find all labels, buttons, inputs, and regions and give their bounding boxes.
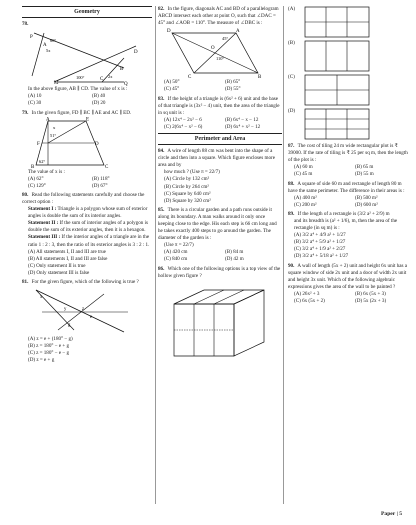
option-b[interactable]: (B) z = 180° − e + g <box>28 343 70 350</box>
column-1 <box>22 6 152 367</box>
question-text: In the given figure, FD ∥ BC ∥ AE and AC ∥ ED. <box>31 109 132 116</box>
question-number: 81. <box>22 279 29 286</box>
question-number: 83. <box>158 95 165 102</box>
option-c[interactable]: (C) 200 m² <box>294 201 317 208</box>
question-text: Which one of the following options is a top view of the hollow given figure ? <box>158 265 281 279</box>
grid-option-a <box>304 6 370 38</box>
statement-1-text: Triangle is a polygon whose sum of exterior angles is double the sum of its interior angles. <box>28 206 148 220</box>
question-number: 86. <box>158 265 165 272</box>
option-c[interactable]: (C) 45° <box>164 86 180 93</box>
pi-note: Use π = 22/7 <box>165 242 192 249</box>
statement-2-text: If the sum of interior angles of a polygon is double the sum of its exterior angles, then it is a hexagon. <box>28 220 148 234</box>
question-80 <box>22 192 152 276</box>
option-b[interactable]: (B) 118° <box>92 175 110 182</box>
option-b[interactable]: (B) 6x (5x + 3) <box>355 290 386 297</box>
option-label: (D) <box>288 108 296 114</box>
option-a[interactable]: (A) 420 cm <box>164 249 188 256</box>
option-c[interactable]: (C) 3/2 a⁴ + 1/9 a² + 2/27 <box>294 246 346 253</box>
option-c[interactable]: (C) Square by 640 cm² <box>164 190 211 197</box>
grid-option-c <box>304 74 370 106</box>
option-c[interactable]: (C) 30 <box>28 100 42 107</box>
question-87 <box>288 143 412 178</box>
option-d[interactable]: (D) 20 <box>92 100 106 107</box>
statement-1-label: Statement I : <box>28 206 57 213</box>
q86-option-d[interactable] <box>288 108 412 140</box>
option-label: (A) <box>288 6 296 12</box>
label-P: P <box>30 35 33 41</box>
question-text-2: and its breadth is (a² + 1/6), m, then the area of the rectangle (in sq m) is : <box>294 218 398 232</box>
question-number: 84. <box>158 148 165 155</box>
pi-note-wrap: (Use π = 22/7) <box>164 242 194 249</box>
how-much-text: how much ? <box>164 169 189 176</box>
section-heading-geometry: Geometry <box>22 6 152 18</box>
angle-2x: 2x <box>108 74 113 80</box>
question-text: The cost of tiling 24 m wide rectangular plot is ₹ 39000. If the rate of tiling is ₹ 25 per sq m, then the length of the plot is : <box>288 143 408 164</box>
statement-1 <box>22 206 152 220</box>
options <box>158 79 282 93</box>
angle-51: 51° <box>50 132 57 138</box>
question-text: If the length of a rectangle is <box>297 211 357 218</box>
length-expression: (3/2 a² + 2/9) m <box>357 211 390 218</box>
option-b[interactable]: (B) 84 m <box>225 249 244 256</box>
option-d[interactable]: (D) Square by 320 cm² <box>164 197 211 204</box>
question-84 <box>158 148 282 204</box>
angle-60: 60° <box>50 38 57 44</box>
options <box>22 93 152 107</box>
question-text: In the figure, diagonals AC and BD of a parallelogram ABCD intersect each other at point O, such that ∠DAC = 45° and ∠AOB = 110°. The measure of ∠DBC is : <box>158 6 279 27</box>
angle-110: 110° <box>216 56 225 62</box>
grid-option-d <box>304 108 370 140</box>
option-b[interactable]: (B) 65° <box>225 79 241 86</box>
option-b[interactable]: (B) 65 m <box>355 164 374 171</box>
option-d[interactable]: (D) Only statement III is false <box>28 269 90 276</box>
question-88 <box>288 181 412 209</box>
q86-option-a[interactable] <box>288 6 412 38</box>
statement-2 <box>22 220 152 234</box>
figure-q78 <box>24 28 146 86</box>
question-text: In the above figure, AB ∥ CD. The value of x is : <box>28 86 128 93</box>
label-A: A <box>46 117 50 123</box>
area-text: m, then the area of the rectangle (in sq m) is : <box>294 218 398 232</box>
statement-3 <box>22 234 152 248</box>
question-83 <box>158 96 282 131</box>
label-O: O <box>211 46 215 52</box>
options <box>288 195 412 209</box>
options <box>22 176 152 190</box>
options <box>288 164 412 178</box>
option-c[interactable]: (C) 2(6x⁴ − x² − 6) <box>164 123 203 130</box>
question-85 <box>158 207 282 263</box>
question-text: A wire of length 88 cm was bent into the shape of a circle and then into a square. Which figure encloses more area and by <box>158 148 276 169</box>
label-g: g <box>68 323 71 329</box>
question-number: 82. <box>158 6 165 12</box>
option-d[interactable]: (D) z = e + g <box>28 357 55 364</box>
option-d[interactable]: (D) 6x⁴ + x² − 12 <box>225 123 261 130</box>
angle-x: x <box>53 124 56 130</box>
column-2 <box>158 6 282 362</box>
label-D: D <box>167 29 171 35</box>
label-z: z <box>82 307 85 313</box>
option-a[interactable]: (A) 3/2 a⁴ + 4/9 a² + 1/27 <box>294 232 346 239</box>
column-divider-1 <box>155 6 156 504</box>
question-text-2: how much ? (Use π = 22/7) <box>164 169 220 176</box>
column-divider-2 <box>283 6 284 504</box>
option-c[interactable]: (C) 129° <box>28 182 46 189</box>
option-a[interactable]: (A) 12x⁴ − 2x² − 6 <box>164 116 202 123</box>
option-b[interactable]: (B) All statements I, II and III are false <box>28 255 108 262</box>
options <box>22 336 152 364</box>
question-78 <box>22 21 152 107</box>
label-M: M <box>54 81 59 87</box>
option-b[interactable]: (B) 500 m² <box>355 194 378 201</box>
label-A: A <box>43 43 47 49</box>
column-3 <box>288 6 412 307</box>
option-d[interactable]: (D) 67° <box>92 182 108 189</box>
question-number: 90. <box>288 262 295 269</box>
grid-option-b <box>304 40 370 72</box>
figure-q86-solid <box>164 280 274 360</box>
question-82 <box>158 6 282 93</box>
option-a[interactable]: (A) 26x² + 3 <box>294 290 320 297</box>
angle-45: 45° <box>222 36 229 42</box>
label-B: B <box>31 164 35 169</box>
option-a[interactable]: (A) z = e + (180° − g) <box>28 336 73 343</box>
options <box>288 291 412 305</box>
option-a[interactable]: (A) Circle by 132 cm² <box>164 176 210 183</box>
option-c[interactable]: (C) 840 cm <box>164 256 188 263</box>
question-text: For the given figure, which of the following is true ? <box>31 279 139 286</box>
pi-note: Use π = 22/7 <box>191 169 219 176</box>
angle-62: 62° <box>39 158 46 164</box>
options <box>288 232 412 260</box>
question-text: If the height of a triangle is (6x² + 6) unit and the base of that triangle is (3x² − 4) unit, then the area of the triangle in sq unit is : <box>158 95 280 116</box>
options <box>158 249 282 263</box>
question-text-2: The value of x is : <box>28 168 65 175</box>
option-d[interactable]: (D) 42 m <box>225 256 244 263</box>
question-text: A square of side 60 m and rectangle of length 80 m have the same perimeter. The difference in their areas is : <box>288 180 405 194</box>
question-90 <box>288 263 412 305</box>
question-89 <box>288 211 412 260</box>
option-b[interactable]: (B) Circle by 264 cm² <box>164 183 209 190</box>
option-a[interactable]: (A) 400 m² <box>294 194 317 201</box>
option-b[interactable]: (B) 40 <box>92 93 106 100</box>
question-number: 89. <box>288 211 295 218</box>
option-d[interactable]: (D) 55° <box>225 86 241 93</box>
label-E: E <box>86 117 90 123</box>
label-Q: Q <box>124 82 128 87</box>
option-d[interactable]: (D) 5x (2x + 3) <box>355 297 387 304</box>
unit: m <box>385 211 390 218</box>
options <box>158 176 282 204</box>
question-text: There is a circular garden and a path runs outside it along its boundary. A man walks around it only once keeping close to the edge. His each step is 66 cm long and he takes exactly 400 steps to go around the garden. The diameter of the garden is : <box>158 207 277 242</box>
statement-3-label: Statement III : <box>28 234 61 241</box>
option-label: (C) <box>288 74 295 80</box>
breadth-text: and its breadth is <box>294 218 329 225</box>
angle-100: 100° <box>76 75 85 81</box>
question-number: 80. <box>22 192 29 199</box>
option-a[interactable]: (A) 50° <box>164 79 180 86</box>
label-x: x <box>40 295 43 301</box>
option-a[interactable]: (A) 62° <box>28 175 44 182</box>
label-y: y <box>64 307 67 313</box>
angle-5x: 5x <box>46 48 51 54</box>
question-number: 78. <box>22 21 29 28</box>
label-B: B <box>120 67 124 73</box>
options <box>22 249 152 277</box>
question-text: Read the following statements carefully and choose the correct option : <box>22 192 145 206</box>
question-number: 87. <box>288 143 295 149</box>
question-81 <box>22 279 152 364</box>
label-e: e <box>90 315 93 321</box>
label-A: A <box>236 29 240 35</box>
question-number: 85. <box>158 207 165 214</box>
question-text: A wall of length (5x + 2) unit and height 6x unit has a square window of side 2x unit and a door of width 2x unit and height 3x unit. Which of the following algebraic expressions gives the area of the wall to be painted ? <box>288 262 408 290</box>
option-a[interactable]: (A) 10 <box>28 93 42 100</box>
option-a[interactable]: (A) All statements I, II and III are true <box>28 248 106 255</box>
option-c[interactable]: (C) Only statement II is true <box>28 262 86 269</box>
figure-q82 <box>166 27 266 79</box>
label-D: D <box>95 141 99 147</box>
option-d[interactable]: (D) 55 m <box>355 171 374 178</box>
label-C: C <box>105 164 109 169</box>
option-c[interactable]: (C) 45 m <box>294 171 313 178</box>
question-79 <box>22 110 152 190</box>
option-label: (B) <box>288 40 295 46</box>
figure-q79 <box>28 117 138 169</box>
question-86 <box>158 266 282 360</box>
q86-answer-options <box>288 6 412 140</box>
section-heading-perimeter-area: Perimeter and Area <box>158 133 282 145</box>
label-F: F <box>37 141 40 147</box>
option-a[interactable]: (A) 60 m <box>294 164 313 171</box>
figure-q81 <box>28 286 138 336</box>
statement-3-text: If the interior angles of a triangle are in the ratio 1 : 2 : 3, then the ratio of its exterior angles is 3 : 2 : 1. <box>28 234 150 248</box>
options <box>158 117 282 131</box>
statement-2-label: Statement II : <box>28 220 59 227</box>
label-B: B <box>258 75 262 80</box>
q86-option-c[interactable] <box>288 74 412 106</box>
option-d[interactable]: (D) 600 m² <box>355 201 378 208</box>
label-D: D <box>134 50 138 56</box>
question-number: 79. <box>22 109 29 116</box>
q86-option-b[interactable] <box>288 40 412 72</box>
label-C: C <box>100 77 104 83</box>
option-b[interactable]: (B) 3/2 a⁴ + 5/9 a² + 1/27 <box>294 239 346 246</box>
option-c[interactable]: (C) 6x (5x + 2) <box>294 297 325 304</box>
label-C: C <box>188 75 192 80</box>
option-b[interactable]: (B) 6x⁴ − x − 12 <box>225 116 259 123</box>
question-number: 88. <box>288 180 295 187</box>
option-d[interactable]: (D) 3/2 a⁴ + 5/18 a² + 1/27 <box>294 253 349 260</box>
page-footer: Paper | 5 <box>380 511 402 518</box>
option-c[interactable]: (C) z = 180° − e − g <box>28 350 70 357</box>
